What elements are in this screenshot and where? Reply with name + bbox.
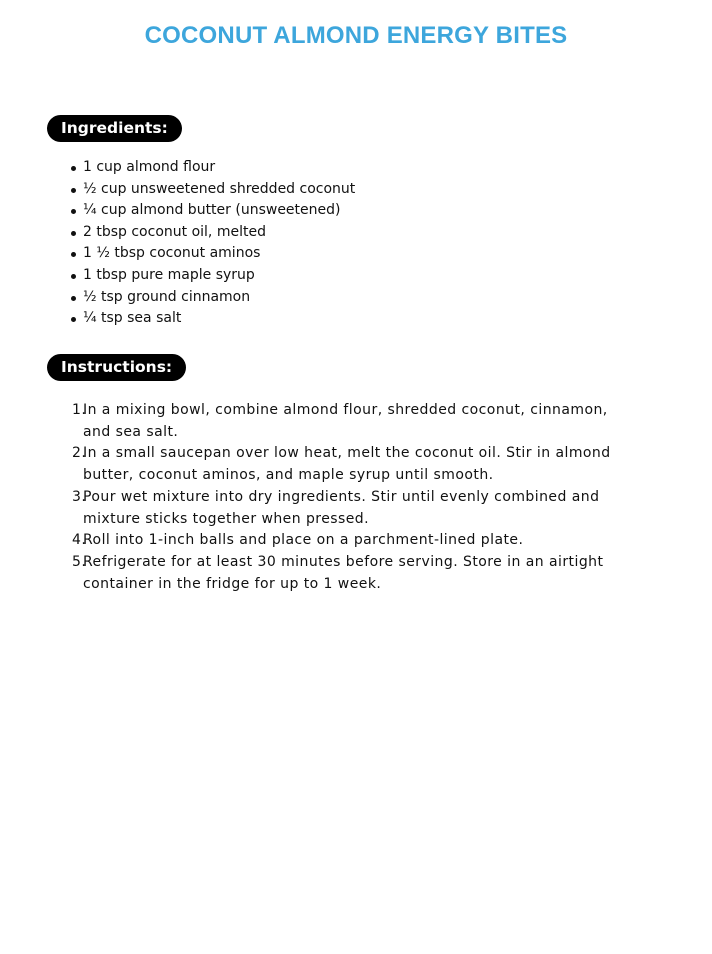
ingredient-item: ½ cup unsweetened shredded coconut [69,179,355,201]
ingredient-item: 1 cup almond flour [69,157,355,179]
instructions-list [66,400,636,595]
ingredient-item: ½ tsp ground cinnamon [69,287,355,309]
recipe-title: COCONUT ALMOND ENERGY BITES [144,22,568,49]
instruction-step: In a small saucepan over low heat, melt the coconut oil. Stir in almond butter, coconut aminos, and maple syrup until smooth. [83,445,611,484]
instruction-step: Roll into 1-inch balls and place on a parchment-lined plate. [83,532,524,549]
ingredient-item: ¼ cup almond butter (unsweetened) [69,200,355,222]
ingredient-item: ¼ tsp sea salt [69,308,355,330]
ingredients-heading: Ingredients: [47,115,182,142]
ingredient-item: 1 tbsp pure maple syrup [69,265,355,287]
instruction-step: Pour wet mixture into dry ingredients. Stir until evenly combined and mixture sticks together when pressed. [83,488,600,527]
instructions-heading: Instructions: [47,354,186,381]
ingredients-list [69,157,355,330]
instruction-step: In a mixing bowl, combine almond flour, shredded coconut, cinnamon, and sea salt. [83,402,608,440]
ingredient-item: 1 ½ tbsp coconut aminos [69,243,355,265]
instruction-step: Refrigerate for at least 30 minutes before serving. Store in an airtight container in the fridge for up to 1 week. [83,553,604,592]
ingredient-item: 2 tbsp coconut oil, melted [69,222,355,244]
